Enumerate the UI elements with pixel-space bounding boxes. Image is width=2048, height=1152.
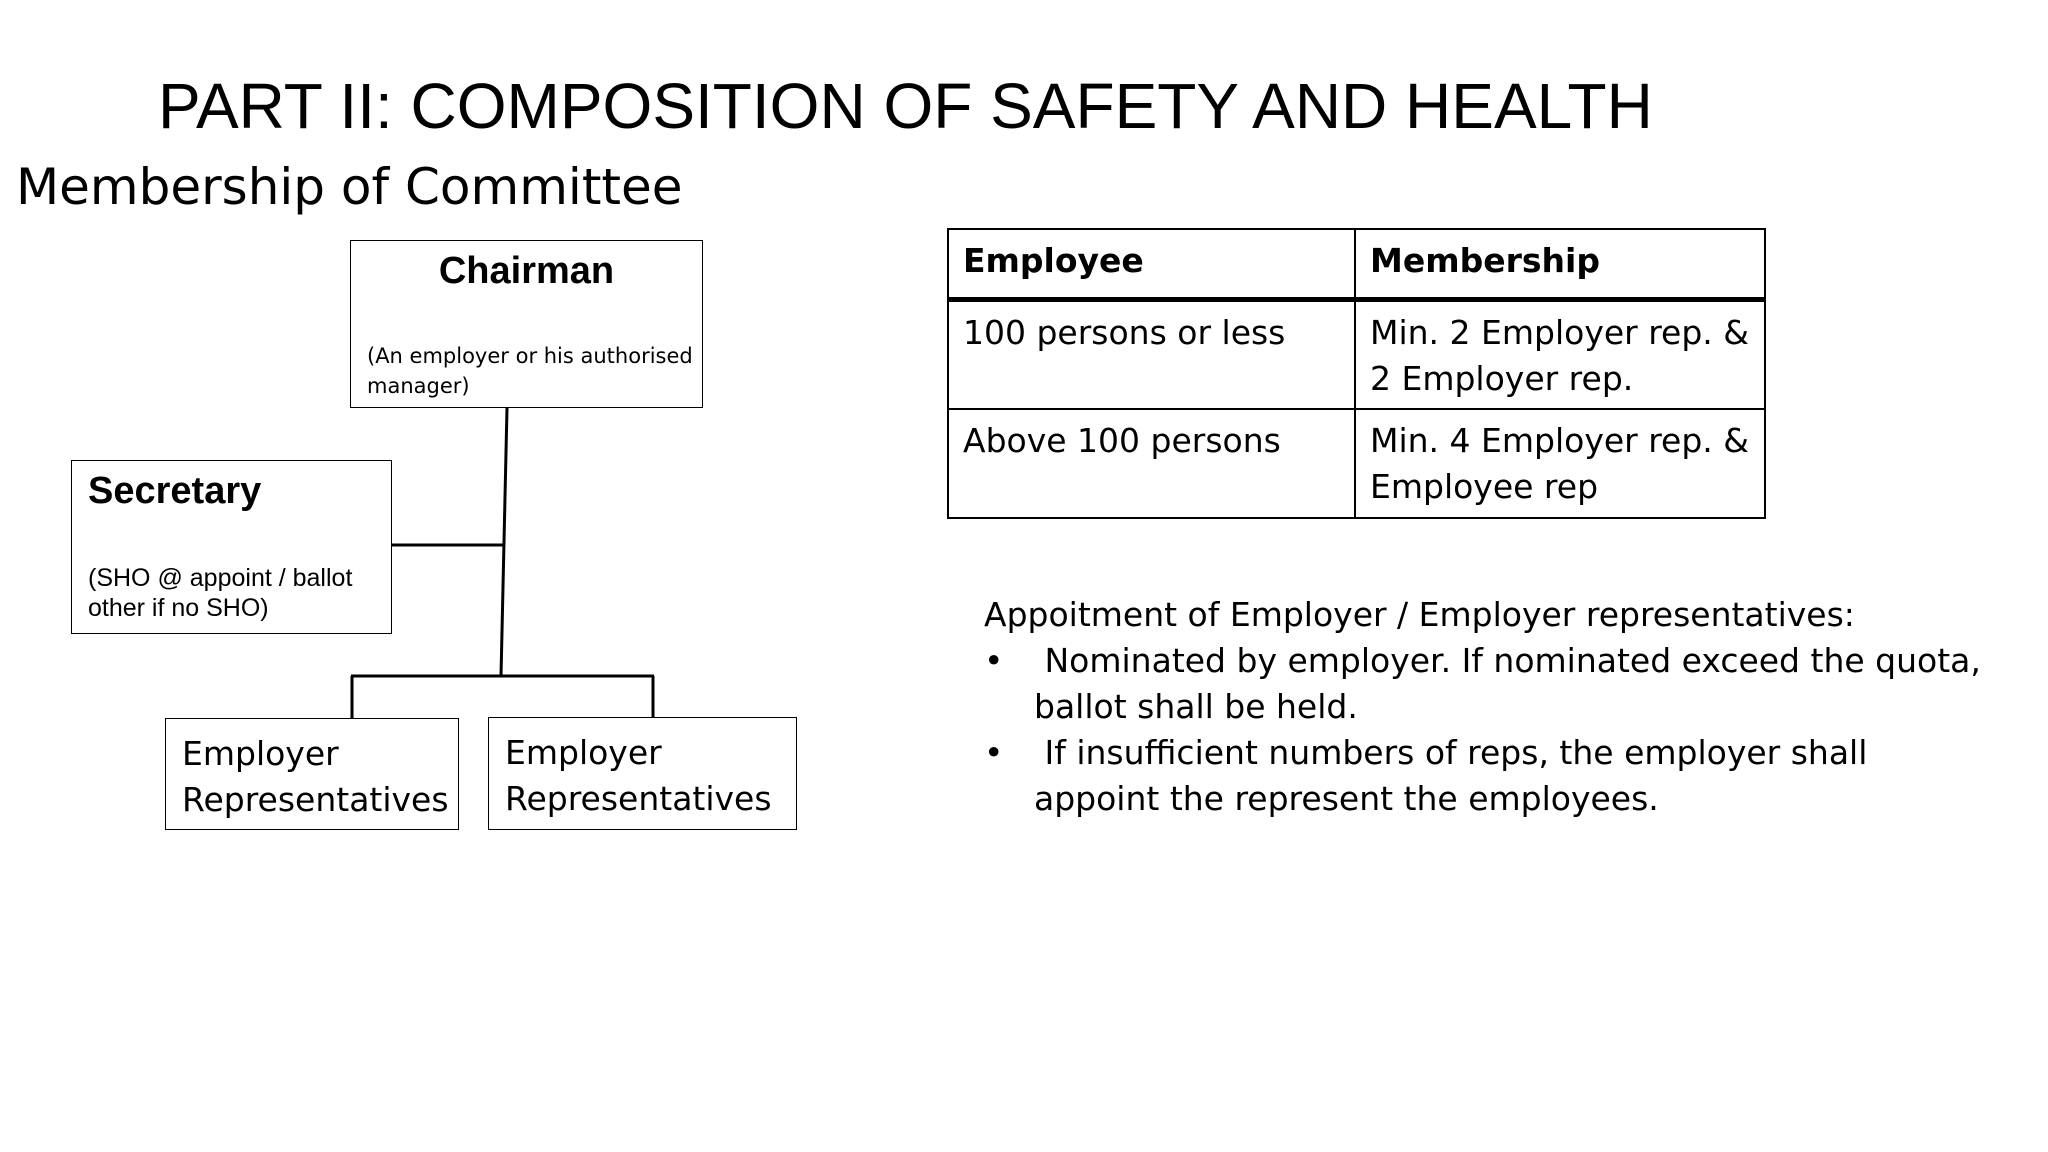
employer-representatives-label xyxy=(182,731,449,823)
employer-representatives-label xyxy=(505,730,772,822)
membership-line: Min. 4 Employer rep. & xyxy=(1370,420,1750,460)
bullet-icon: • xyxy=(984,641,1004,680)
employer-representatives-box xyxy=(488,717,797,830)
list-item xyxy=(984,730,2024,822)
column-header-employee: Employee xyxy=(948,229,1355,299)
bullet-text-line: If insufficient numbers of reps, the employer shall xyxy=(1034,733,1868,772)
table-cell-membership xyxy=(1355,299,1765,409)
secretary-note-line: (SHO @ appoint / ballot xyxy=(88,564,353,592)
bullet-icon: • xyxy=(984,733,1004,772)
employer-representatives-line: Representatives xyxy=(505,779,772,818)
column-header-membership: Membership xyxy=(1355,229,1765,299)
table-row xyxy=(948,299,1765,409)
membership-table xyxy=(947,228,1766,519)
table-cell-membership xyxy=(1355,409,1765,518)
chairman-note xyxy=(367,341,693,401)
membership-line: Employee rep xyxy=(1370,466,1599,506)
chairman-heading: Chairman xyxy=(438,250,615,292)
secretary-note xyxy=(88,563,352,623)
page-title: PART II: COMPOSITION OF SAFETY AND HEALTH xyxy=(158,70,1653,142)
secretary-note-line: other if no SHO) xyxy=(88,594,269,622)
appointment-heading: Appoitment of Employer / Employer representatives: xyxy=(984,595,1855,634)
employer-representatives-line: Employer xyxy=(505,733,662,772)
membership-line: Min. 2 Employer rep. & xyxy=(1370,312,1750,352)
bullet-text-line: appoint the represent the employees. xyxy=(1034,779,1659,818)
secretary-heading: Secretary xyxy=(88,470,262,512)
connector-chairman-trunk xyxy=(501,408,507,676)
secretary-box xyxy=(71,460,392,634)
page-subtitle: Membership of Committee xyxy=(16,158,683,216)
employer-representatives-line: Representatives xyxy=(182,780,449,819)
membership-line: 2 Employer rep. xyxy=(1370,358,1634,398)
chairman-note-line: (An employer or his authorised xyxy=(367,344,693,368)
bullet-text-line: Nominated by employer. If nominated exceed the quota, xyxy=(1034,641,1981,680)
bullet-text-line: ballot shall be held. xyxy=(1034,687,1358,726)
table-header-row xyxy=(948,229,1765,299)
table-cell-employee: Above 100 persons xyxy=(948,409,1355,518)
appointment-notes xyxy=(984,592,2024,822)
chairman-note-line: manager) xyxy=(367,374,470,398)
chairman-box xyxy=(350,240,703,408)
employer-representatives-box xyxy=(165,718,459,830)
table-cell-employee: 100 persons or less xyxy=(948,299,1355,409)
employer-representatives-line: Employer xyxy=(182,734,339,773)
table-row xyxy=(948,409,1765,518)
list-item xyxy=(984,638,2024,730)
